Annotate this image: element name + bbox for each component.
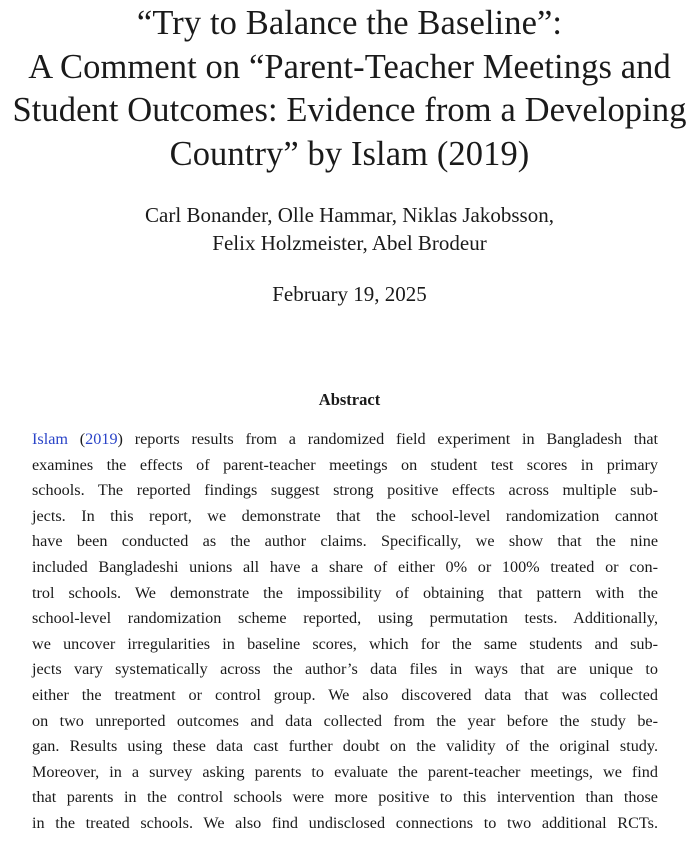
- abstract-text: reports results from a randomized field experiment in Bangladesh that: [122, 430, 658, 448]
- abstract-line: Moreover, in a survey asking parents to evaluate the parent-teacher meetings, we find: [32, 762, 658, 781]
- abstract-line: included Bangladeshi unions all have a share of either 0% or 100% treated or con-: [32, 557, 658, 576]
- abstract-body: [32, 427, 658, 837]
- citation-author-link[interactable]: Islam: [32, 430, 68, 448]
- author-line: Carl Bonander, Olle Hammar, Niklas Jakobsson,: [145, 203, 554, 227]
- abstract-line: that parents in the control schools were more positive to this intervention than those: [32, 788, 658, 807]
- publication-date: February 19, 2025: [272, 282, 427, 306]
- author-list: [0, 201, 699, 257]
- abstract-heading: Abstract: [318, 390, 381, 409]
- abstract-line: jects. In this report, we demonstrate that the school-level randomization cannot: [32, 506, 658, 525]
- paper-title: [0, 2, 699, 176]
- abstract-line: gan. Results using these data cast further doubt on the validity of the original study.: [32, 737, 658, 756]
- citation-paren-close: ): [117, 430, 123, 448]
- abstract-line: on two unreported outcomes and data collected from the year before the study be-: [32, 711, 658, 730]
- abstract-line: either the treatment or control group. We also discovered data that was collected: [32, 685, 658, 704]
- abstract-line: jects vary systematically across the author’s data files in ways that are unique to: [32, 660, 658, 679]
- abstract-line: examines the effects of parent-teacher meetings on student test scores in primary: [32, 455, 658, 474]
- abstract-line: in the treated schools. We also find undisclosed connections to two additional RCTs.: [32, 813, 658, 832]
- abstract-line: have been conducted as the author claims. Specifically, we show that the nine: [32, 532, 658, 551]
- title-line: “Try to Balance the Baseline”:: [136, 4, 563, 42]
- abstract-line: [32, 427, 658, 453]
- author-line: Felix Holzmeister, Abel Brodeur: [212, 231, 487, 255]
- abstract-line: we uncover irregularities in baseline scores, which for the same students and sub-: [32, 634, 658, 653]
- abstract-line: school-level randomization scheme reported, using permutation tests. Additionally,: [32, 609, 658, 628]
- title-line: Student Outcomes: Evidence from a Developing: [12, 91, 687, 129]
- citation-year-link[interactable]: 2019: [85, 430, 118, 448]
- title-line: A Comment on “Parent-Teacher Meetings and: [28, 47, 671, 86]
- abstract-line: trol schools. We demonstrate the impossibility of obtaining that pattern with the: [32, 583, 658, 602]
- title-line: Country” by Islam (2019): [169, 134, 530, 173]
- abstract-line: schools. The reported findings suggest strong positive effects across multiple sub-: [32, 481, 658, 500]
- citation-paren-open: (: [67, 430, 86, 448]
